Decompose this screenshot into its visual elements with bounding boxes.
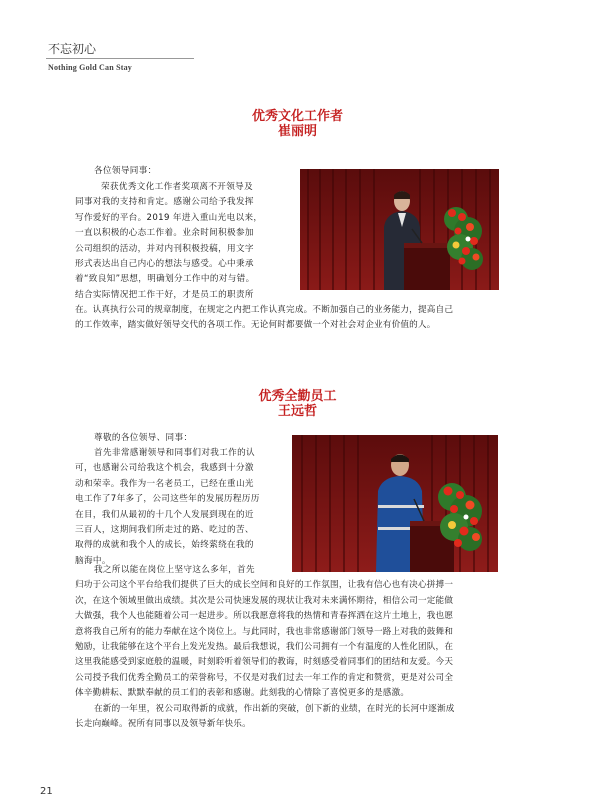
article1-line: 的工作效率，踏实做好领导交代的各项工作。无论何时都要做一个对社会对企业有价值的人。: [75, 320, 436, 330]
article1-line: 一直以积极的心态工作着。业余时间积极参加: [75, 228, 254, 238]
article2-award-title: 优秀全勤员工: [258, 389, 337, 404]
article1-line: 在。认真执行公司的规章制度，在规定之内把工作认真完成。不断加强自己的业务能力，提高自己: [75, 305, 454, 315]
article1-line: 荣获优秀文化工作者奖项离不开领导及: [101, 182, 254, 192]
header-title-cn: 不忘初心: [48, 42, 97, 56]
article2-photo: [292, 435, 498, 572]
article2-name: 王远哲: [277, 404, 317, 419]
article2-line: 电工作了7年多了，公司这些年的发展历程历历: [75, 494, 260, 504]
article2-line: 长走向巅峰。祝所有同事以及领导新年快乐。: [75, 719, 251, 729]
article2-line: 在目，我们从最初的十几个人发展到现在的近: [75, 510, 254, 520]
article2-line: 我之所以能在岗位上坚守这么多年，首先: [94, 565, 255, 575]
article2-line: 意将我自己所有的能力奉献在这个岗位上。与此同时，我也非常感谢部门领导一路上对我的鼓舞和: [75, 627, 454, 637]
header-rule: [46, 58, 194, 59]
article1-salutation: 各位领导同事：: [94, 166, 157, 176]
article1-award-title: 优秀文化工作者: [251, 109, 343, 124]
article1-name: 崔丽明: [277, 124, 317, 139]
page-number: 21: [40, 786, 53, 797]
article2-line: 可，也感谢公司给我这个机会，我感到十分激: [75, 463, 254, 473]
article1-line: 写作爱好的平台。2019 年进入重山光电以来，: [75, 213, 263, 223]
article1-line: 结合实际情况把工作干好，才是员工的职责所: [75, 290, 254, 300]
article2-salutation: 尊敬的各位领导、同事：: [94, 433, 193, 443]
speaker-photo-1: [300, 169, 499, 290]
article2-line: 次，在这个领域里做出成绩。其次是公司快速发展的现状让我对未来满怀期待，相信公司一定能做: [75, 596, 454, 606]
article2-line: 体辛勤耕耘、默默奉献的员工们的表彰和感谢。此刻我的心情除了喜悦更多的是感激。: [75, 688, 410, 698]
article2-line: 脑海中。: [75, 556, 111, 566]
article1-line: 着“致良知”思想，明确划分工作中的对与错。: [75, 274, 255, 284]
article1-line: 公司组织的活动，并对内刊积极投稿，用文字: [75, 244, 254, 254]
speaker-photo-2: [292, 435, 498, 572]
article2-line: 公司授予我们优秀全勤员工的荣誉称号，不仅是对我们过去一年工作的肯定和赞赏，更是对公司全: [75, 673, 454, 683]
article2-line: 三百人，这期间我们所走过的路、吃过的苦、: [75, 525, 254, 535]
header-title-en: Nothing Gold Can Stay: [48, 63, 132, 72]
article1-line: 同事对我的支持和肯定。感谢公司给予我发挥: [75, 197, 254, 207]
article2-line: 在新的一年里，祝公司取得新的成就，作出新的突破，创下新的业绩，在时光的长河中逐渐成: [94, 704, 455, 714]
article1-photo: [300, 169, 499, 290]
article2-line: 取得的成就和我个人的成长，始终萦绕在我的: [75, 540, 254, 550]
article2-line: 归功于公司这个平台给我们提供了巨大的成长空间和良好的工作氛围，让我有信心也有决心拼搏一: [75, 580, 454, 590]
article2-line: 首先非常感谢领导和同事们对我工作的认: [94, 448, 255, 458]
article2-line: 勉励，让我能够在这个平台上发光发热。最后我想说，我们公司拥有一个有温度的人性化团队，在: [75, 642, 454, 652]
article1-line: 形式表达出自己内心的想法与感受。心中秉承: [75, 259, 254, 269]
article2-line: 这里我能感受到家庭般的温暖，时刻聆听着领导们的教诲，时刻感受着同事们的团结和友爱。今天: [75, 657, 454, 667]
article2-line: 大做强，我个人也能随着公司一起进步。所以我愿意将我的热情和青春挥洒在这片土地上，我也愿: [75, 611, 454, 621]
article2-line: 动和荣幸。我作为一名老员工，已经在重山光: [75, 479, 254, 489]
